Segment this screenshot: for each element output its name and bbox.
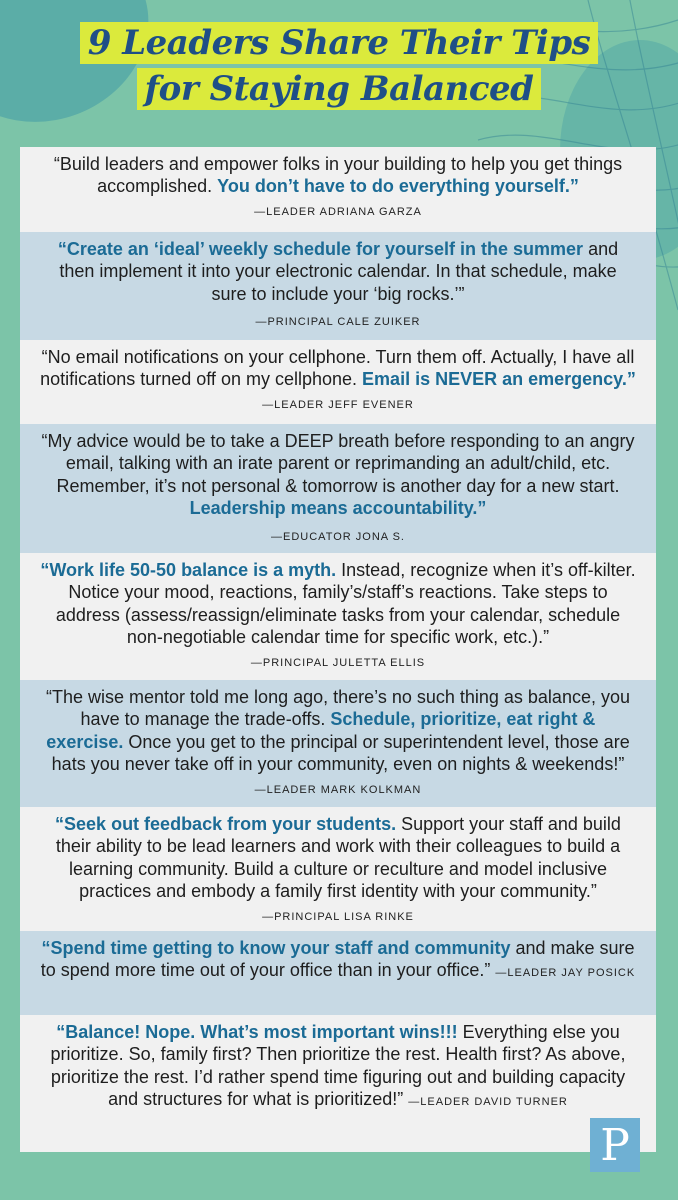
tip-card-4 xyxy=(20,424,656,553)
tip-attribution: —LEADER DAVID TURNER xyxy=(408,1096,568,1109)
tip-highlight: “Balance! Nope. What’s most important wins!!! xyxy=(56,1022,458,1042)
page-title xyxy=(0,22,678,110)
tip-text-continued: Once you get to the principal or superintendent level, those are hats you never take off in your community, even on nights & weekends!” xyxy=(51,731,630,775)
tip-card-3 xyxy=(20,340,656,424)
tip-highlight: Schedule, prioritize, eat right & exercise. xyxy=(46,709,596,752)
tip-card-8 xyxy=(20,931,656,1015)
tip-attribution: —LEADER JAY POSICK xyxy=(495,967,636,980)
publisher-logo xyxy=(590,1118,640,1172)
tip-attribution: —LEADER ADRIANA GARZA xyxy=(254,205,422,218)
tip-attribution: —LEADER MARK KOLKMAN xyxy=(254,783,422,796)
tip-text: and make sure to spend more time out of your office than in your office.” xyxy=(40,938,635,981)
tip-highlight: “Work life 50-50 balance is a myth. xyxy=(40,560,337,580)
tip-card-7 xyxy=(20,807,656,931)
tip-attribution: —EDUCATOR JONA S. xyxy=(271,530,405,543)
tip-card-6 xyxy=(20,680,656,807)
tip-highlight: Leadership means accountability.” xyxy=(189,498,487,519)
tip-card-1 xyxy=(20,147,656,232)
title-line-2: for Staying Balanced xyxy=(137,68,542,110)
tip-attribution: —LEADER JEFF EVENER xyxy=(262,398,414,411)
tip-text: Support your staff and build their ability to be lead learners and work with their colleagues to build a learning community. Build a culture or reculture and model inclusive practices and embody a family first identity with your community.” xyxy=(55,814,621,902)
tip-highlight: “Seek out feedback from your students. xyxy=(55,814,397,834)
tip-highlight: “Spend time getting to know your staff and community xyxy=(41,938,511,958)
tip-card-9 xyxy=(20,1015,656,1152)
tip-highlight: “Create an ‘ideal’ weekly schedule for yourself in the summer xyxy=(57,239,584,259)
tip-attribution: —PRINCIPAL LISA RINKE xyxy=(262,910,414,923)
tip-attribution: —PRINCIPAL JULETTA ELLIS xyxy=(250,656,426,669)
tip-text: “No email notifications on your cellphone. Turn them off. Actually, I have all notifications turned off on my cellphone. xyxy=(40,347,635,390)
tip-card-5 xyxy=(20,553,656,680)
tip-highlight: You don’t have to do everything yourself.” xyxy=(217,176,579,197)
tip-text: Instead, recognize when it’s off-kilter. Notice your mood, reactions, family’s/staff’s reactions. Take steps to address (assess/reassign/eliminate tasks from your calendar, schedule non-negotiable calendar time for specific work, etc.).” xyxy=(55,560,636,648)
tip-attribution: —PRINCIPAL CALE ZUIKER xyxy=(255,316,421,329)
tip-text: “My advice would be to take a DEEP breath before responding to an angry email, talking with an irate parent or reprimanding an adult/child, etc. Remember, it’s not personal & tomorrow is another day for a new start. xyxy=(41,431,635,496)
title-line-1: 9 Leaders Share Their Tips xyxy=(80,22,599,64)
tip-text: Everything else you prioritize. So, family first? Then prioritize the rest. Health first? As above, prioritize the rest. I’d rather spend time figuring out and building capacity and structures for what is prioritized!” xyxy=(50,1022,626,1110)
logo-letter-p: P xyxy=(600,1120,630,1171)
tip-highlight: Email is NEVER an emergency.” xyxy=(362,369,636,390)
tip-text: and then implement it into your electronic calendar. In that schedule, make sure to include your ‘big rocks.’” xyxy=(59,239,619,304)
tip-text: “Build leaders and empower folks in your building to help you get things accomplished. xyxy=(53,154,623,197)
tip-card-2 xyxy=(20,232,656,340)
tip-text: “The wise mentor told me long ago, there’s no such thing as balance, you have to manage the trade-offs. xyxy=(45,687,630,730)
